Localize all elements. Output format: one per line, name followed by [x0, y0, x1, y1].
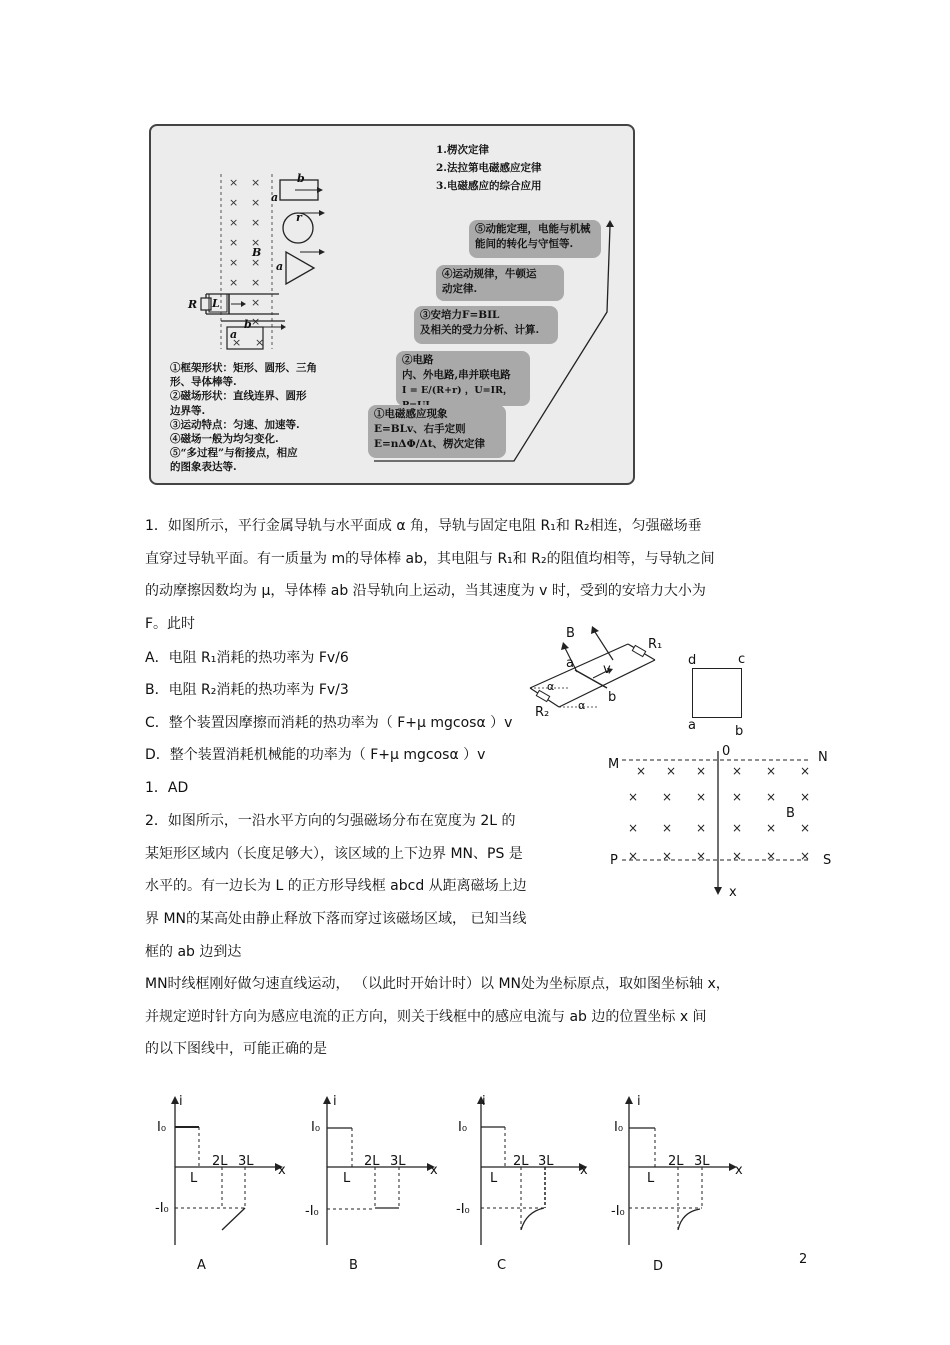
- graph-b-negI0: -I₀: [305, 1204, 319, 1219]
- note-line: ③运动特点：匀速、加速等.: [170, 418, 300, 431]
- graph-d-3L: 3L: [694, 1154, 710, 1169]
- step-3: [414, 306, 558, 344]
- q1-label-alpha-1: α: [547, 680, 555, 693]
- graph-d-choice: D: [653, 1259, 664, 1274]
- graph-c-negI0: -I₀: [456, 1202, 470, 1217]
- note-line: 的图象表达等.: [170, 461, 237, 474]
- graph-c-i: i: [482, 1094, 486, 1109]
- q2-line-8: 的以下图线中，可能正确的是: [145, 1041, 327, 1057]
- label-b: b: [297, 172, 305, 185]
- note-line: ②磁场形状：直线连界、圆形: [170, 390, 307, 403]
- svg-text:×: ×: [662, 849, 673, 863]
- square-label-a: a: [688, 718, 696, 733]
- topic-2: 2.法拉第电磁感应定律: [436, 162, 542, 174]
- graph-d-I0: I₀: [614, 1120, 624, 1135]
- square-label-d: d: [688, 653, 697, 668]
- field-label-P: P: [610, 853, 618, 868]
- svg-text:×: ×: [800, 764, 811, 778]
- label-B: B: [252, 246, 262, 259]
- svg-text:×: ×: [628, 849, 639, 863]
- svg-text:×: ×: [696, 849, 707, 863]
- step-2: [396, 351, 530, 406]
- q1-option-a: A．电阻 R₁消耗的热功率为 Fv/6: [145, 650, 349, 666]
- step-4-line: 动定律.: [442, 283, 478, 295]
- q2-line-6: MN时线框刚好做匀速直线运动， （以此时开始计时）以 MN处为坐标原点，取如图坐标轴 x，: [145, 976, 730, 992]
- step-1: [368, 405, 506, 458]
- graph-d-L: L: [647, 1171, 655, 1186]
- graph-c-I0: I₀: [458, 1120, 468, 1135]
- svg-text:×: ×: [229, 236, 239, 249]
- q1-label-a: a: [566, 656, 574, 671]
- q2-line-5: 框的 ab 边到达: [145, 944, 242, 960]
- svg-text:×: ×: [732, 790, 743, 804]
- svg-text:×: ×: [229, 196, 239, 209]
- note-line: 边界等.: [170, 404, 206, 417]
- notes-block: [170, 361, 317, 475]
- graph-b-2L: 2L: [364, 1154, 380, 1169]
- svg-text:×: ×: [800, 790, 811, 804]
- svg-text:×: ×: [766, 790, 777, 804]
- svg-text:×: ×: [232, 336, 242, 349]
- graph-c-2L: 2L: [513, 1154, 529, 1169]
- note-line: 形、导体棒等.: [170, 376, 237, 389]
- svg-text:×: ×: [251, 315, 261, 328]
- graph-d-2L: 2L: [668, 1154, 684, 1169]
- graph-b-x: x: [430, 1163, 438, 1178]
- svg-text:×: ×: [732, 849, 743, 863]
- field-label-S: S: [823, 853, 832, 868]
- graph-b-3L: 3L: [390, 1154, 406, 1169]
- graph-a-x: x: [278, 1163, 286, 1178]
- note-line: ④磁场一般为均匀变化.: [170, 433, 279, 446]
- square-label-c: c: [738, 652, 746, 667]
- step-2-line: 内、外电路,串并联电路: [402, 369, 511, 381]
- q1-option-c: C．整个装置因摩擦而消耗的热功率为（ F+μ mgcosα ）v: [145, 715, 513, 731]
- topic-3: 3.电磁感应的综合应用: [436, 180, 542, 192]
- svg-text:×: ×: [662, 821, 673, 835]
- label-R: R: [188, 298, 198, 311]
- q2-line-4: 界 MN的某高处由静止释放下落而穿过该磁场区域， 已知当线: [145, 911, 527, 927]
- step-5: [469, 220, 601, 258]
- q2-line-1: 2．如图所示，一沿水平方向的匀强磁场分布在宽度为 2L 的: [145, 813, 516, 829]
- graph-b-i: i: [333, 1094, 337, 1109]
- step-2-line: ②电路: [402, 354, 434, 366]
- q1-line-1: 1．如图所示，平行金属导轨与水平面成 α 角，导轨与固定电阻 R₁和 R₂相连，匀强磁场垂: [145, 518, 702, 534]
- svg-text:×: ×: [255, 336, 265, 349]
- graph-c-L: L: [490, 1171, 498, 1186]
- topic-1: 1.楞次定律: [436, 144, 489, 156]
- label-bar-a: a: [230, 328, 238, 341]
- graph-d-negI0: -I₀: [611, 1204, 625, 1219]
- graph-a-negI0: -I₀: [155, 1201, 169, 1216]
- field-label-M: M: [608, 757, 620, 772]
- note-line: ⑤“多过程”与衔接点，相应: [170, 447, 298, 460]
- q1-option-d: D．整个装置消耗机械能的功率为（ F+μ mgcosα ）v: [145, 747, 486, 763]
- field-label-x: x: [729, 885, 737, 900]
- svg-text:×: ×: [800, 821, 811, 835]
- svg-text:×: ×: [636, 764, 647, 778]
- step-1-line: E=BLv、右手定则: [374, 423, 466, 435]
- label-L: L: [212, 297, 220, 310]
- step-4: [436, 265, 564, 301]
- q2-line-2: 某矩形区域内（长度足够大），该区域的上下边界 MN、PS 是: [145, 846, 523, 862]
- q1-line-2: 直穿过导轨平面。有一质量为 m的导体棒 ab，其电阻与 R₁和 R₂的阻值均相等，与导轨之间: [145, 551, 715, 567]
- q1-answer: 1．AD: [145, 780, 189, 796]
- graph-b-I0: I₀: [311, 1120, 321, 1135]
- q2-line-3: 水平的。有一边长为 L 的正方形导线框 abcd 从距离磁场上边: [145, 878, 527, 894]
- svg-text:×: ×: [628, 790, 639, 804]
- note-line: ①框架形状：矩形、圆形、三角: [170, 362, 317, 374]
- svg-text:×: ×: [732, 764, 743, 778]
- graph-a-i: i: [179, 1094, 183, 1109]
- graph-a-choice: A: [197, 1258, 206, 1273]
- svg-text:×: ×: [229, 256, 239, 269]
- svg-text:×: ×: [766, 849, 777, 863]
- graph-a: [165, 1090, 295, 1250]
- svg-text:×: ×: [251, 256, 261, 269]
- svg-text:×: ×: [229, 216, 239, 229]
- svg-text:×: ×: [696, 764, 707, 778]
- q1-option-b: B．电阻 R₂消耗的热功率为 Fv/3: [145, 682, 349, 698]
- svg-text:×: ×: [766, 764, 777, 778]
- svg-text:×: ×: [251, 276, 261, 289]
- q2-field-figure: [610, 745, 840, 900]
- q1-label-v: v: [603, 662, 611, 677]
- q1-label-B: B: [566, 626, 575, 641]
- graph-c-3L: 3L: [538, 1154, 554, 1169]
- step-2-line: I = E/(R+r) ，U=IR，: [402, 385, 513, 396]
- svg-text:×: ×: [732, 821, 743, 835]
- graph-a-2L: 2L: [212, 1154, 228, 1169]
- svg-text:×: ×: [229, 276, 239, 289]
- svg-text:×: ×: [766, 821, 777, 835]
- q1-line-4: F。此时: [145, 616, 196, 632]
- square-abcd: [692, 668, 742, 718]
- graph-c-x: x: [580, 1163, 588, 1178]
- svg-text:×: ×: [251, 176, 261, 189]
- svg-text:×: ×: [251, 236, 261, 249]
- field-label-N: N: [818, 750, 828, 765]
- graph-b: [309, 1090, 449, 1250]
- graph-a-3L: 3L: [238, 1154, 254, 1169]
- step-4-line: ④运动规律，牛顿运: [442, 268, 537, 280]
- svg-text:×: ×: [662, 790, 673, 804]
- svg-text:×: ×: [251, 196, 261, 209]
- graph-a-I0: I₀: [157, 1120, 167, 1135]
- q2-line-7: 并规定逆时针方向为感应电流的正方向，则关于线框中的感应电流与 ab 边的位置坐标 x 间: [145, 1009, 707, 1025]
- label-a: a: [271, 191, 279, 204]
- graph-c-choice: C: [497, 1258, 507, 1273]
- q1-label-R2: R₂: [535, 705, 550, 720]
- page-number: 2: [799, 1252, 808, 1267]
- step-1-line: ①电磁感应现象: [374, 408, 448, 420]
- svg-text:×: ×: [628, 821, 639, 835]
- label-r: r: [296, 211, 302, 224]
- field-label-origin: 0: [722, 744, 731, 759]
- svg-text:×: ×: [251, 296, 261, 309]
- svg-text:×: ×: [666, 764, 677, 778]
- graph-d-x: x: [735, 1163, 743, 1178]
- square-label-b: b: [735, 724, 744, 739]
- step-5-line: ⑤动能定理，电能与机械: [475, 223, 591, 235]
- q1-line-3: 的动摩擦因数均为 μ，导体棒 ab 沿导轨向上运动，当其速度为 v 时，受到的安培力大小为: [145, 583, 706, 599]
- svg-text:×: ×: [229, 176, 239, 189]
- graph-b-choice: B: [349, 1258, 358, 1273]
- graph-a-L: L: [190, 1171, 198, 1186]
- label-bar-b: b: [244, 318, 252, 331]
- step-3-line: 及相关的受力分析、计算.: [420, 324, 540, 336]
- step-3-line: ③安培力F=BIL: [420, 309, 500, 321]
- q1-label-alpha-2: α: [578, 699, 586, 712]
- label-tri-a: a: [276, 260, 284, 273]
- graph-b-L: L: [343, 1171, 351, 1186]
- step-1-line: E=nΔΦ/Δt、楞次定律: [374, 438, 486, 450]
- svg-text:×: ×: [696, 790, 707, 804]
- svg-text:×: ×: [696, 821, 707, 835]
- svg-text:×: ×: [251, 216, 261, 229]
- graph-d-i: i: [637, 1094, 641, 1109]
- q1-label-R1: R₁: [648, 637, 663, 652]
- step-5-line: 能间的转化与守恒等.: [475, 238, 574, 250]
- svg-text:×: ×: [800, 849, 811, 863]
- field-label-B: B: [786, 806, 795, 821]
- q1-label-b: b: [608, 690, 617, 705]
